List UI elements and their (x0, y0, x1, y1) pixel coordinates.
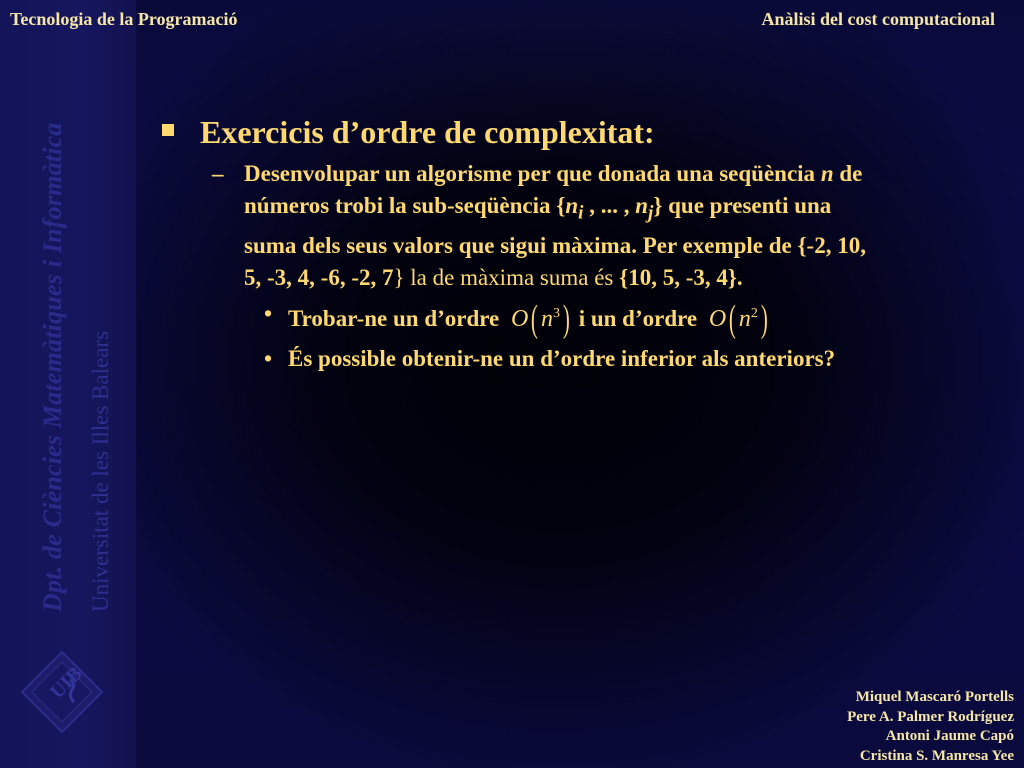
sub-item-question (160, 343, 888, 375)
author-4: Cristina S. Manresa Yee (859, 747, 1014, 764)
section-title: Anàlisi del cost computacional (761, 9, 995, 29)
exercise-paragraph (160, 158, 884, 294)
university-label: Universitat de les Illes Balears (88, 330, 113, 612)
var-n: n (820, 161, 834, 186)
department-label: Dpt. de Ciències Matemàtiques i Informàtica (38, 122, 67, 612)
sub-i: i (578, 202, 584, 224)
formula-o-n2: O( $n^2$) (708, 297, 768, 340)
sub-item-order (160, 297, 888, 340)
author-2: Pere A. Palmer Rodríguez (847, 708, 1014, 725)
para-text-2: de números trobi la sub-seqüència { (244, 161, 863, 218)
course-title: Tecnologia de la Programació (10, 9, 238, 29)
para-text-3: , ... , (583, 193, 636, 218)
sidebar (0, 0, 136, 768)
author-3: Antoni Jaume Capó (885, 728, 1014, 744)
author-1: Miquel Mascaró Portells (855, 689, 1014, 705)
dash-bullet: – (212, 161, 224, 186)
slide-title-text: Exercicis d’ordre de complexitat: (200, 114, 655, 150)
para-text-5: } la de màxima suma és (393, 264, 614, 290)
sub-item-2-text: És possible obtenir-ne un d’ordre inferior als anteriors? (288, 345, 836, 371)
slide-title (160, 110, 960, 154)
uib-logo-text: UIB (45, 662, 87, 704)
sub-j: j (648, 202, 654, 224)
square-bullet-icon (162, 124, 174, 136)
para-text-4: } que presenti una suma dels seus valors que sigui màxima. Per exemple de {-2, 10, 5, -3, 4, -6, -2, 7 (244, 193, 866, 290)
formula-o-n3: O( $n^3$) (511, 297, 570, 340)
slide-content (160, 110, 960, 375)
para-text-1: Desenvolupar un algorisme per que donada una seqüència (244, 161, 816, 186)
var-ni: n (565, 193, 579, 218)
sub-item-1-text-a: Trobar-ne un d’ordre (288, 305, 500, 331)
uib-logo-icon (20, 650, 104, 734)
var-nj: n (635, 193, 648, 218)
sub-item-1-text-b: i un d’ordre (578, 305, 698, 331)
para-text-6: {10, 5, -3, 4}. (619, 264, 743, 290)
authors-list (847, 688, 1014, 766)
round-bullet: • (264, 345, 273, 371)
round-bullet: • (264, 300, 273, 326)
